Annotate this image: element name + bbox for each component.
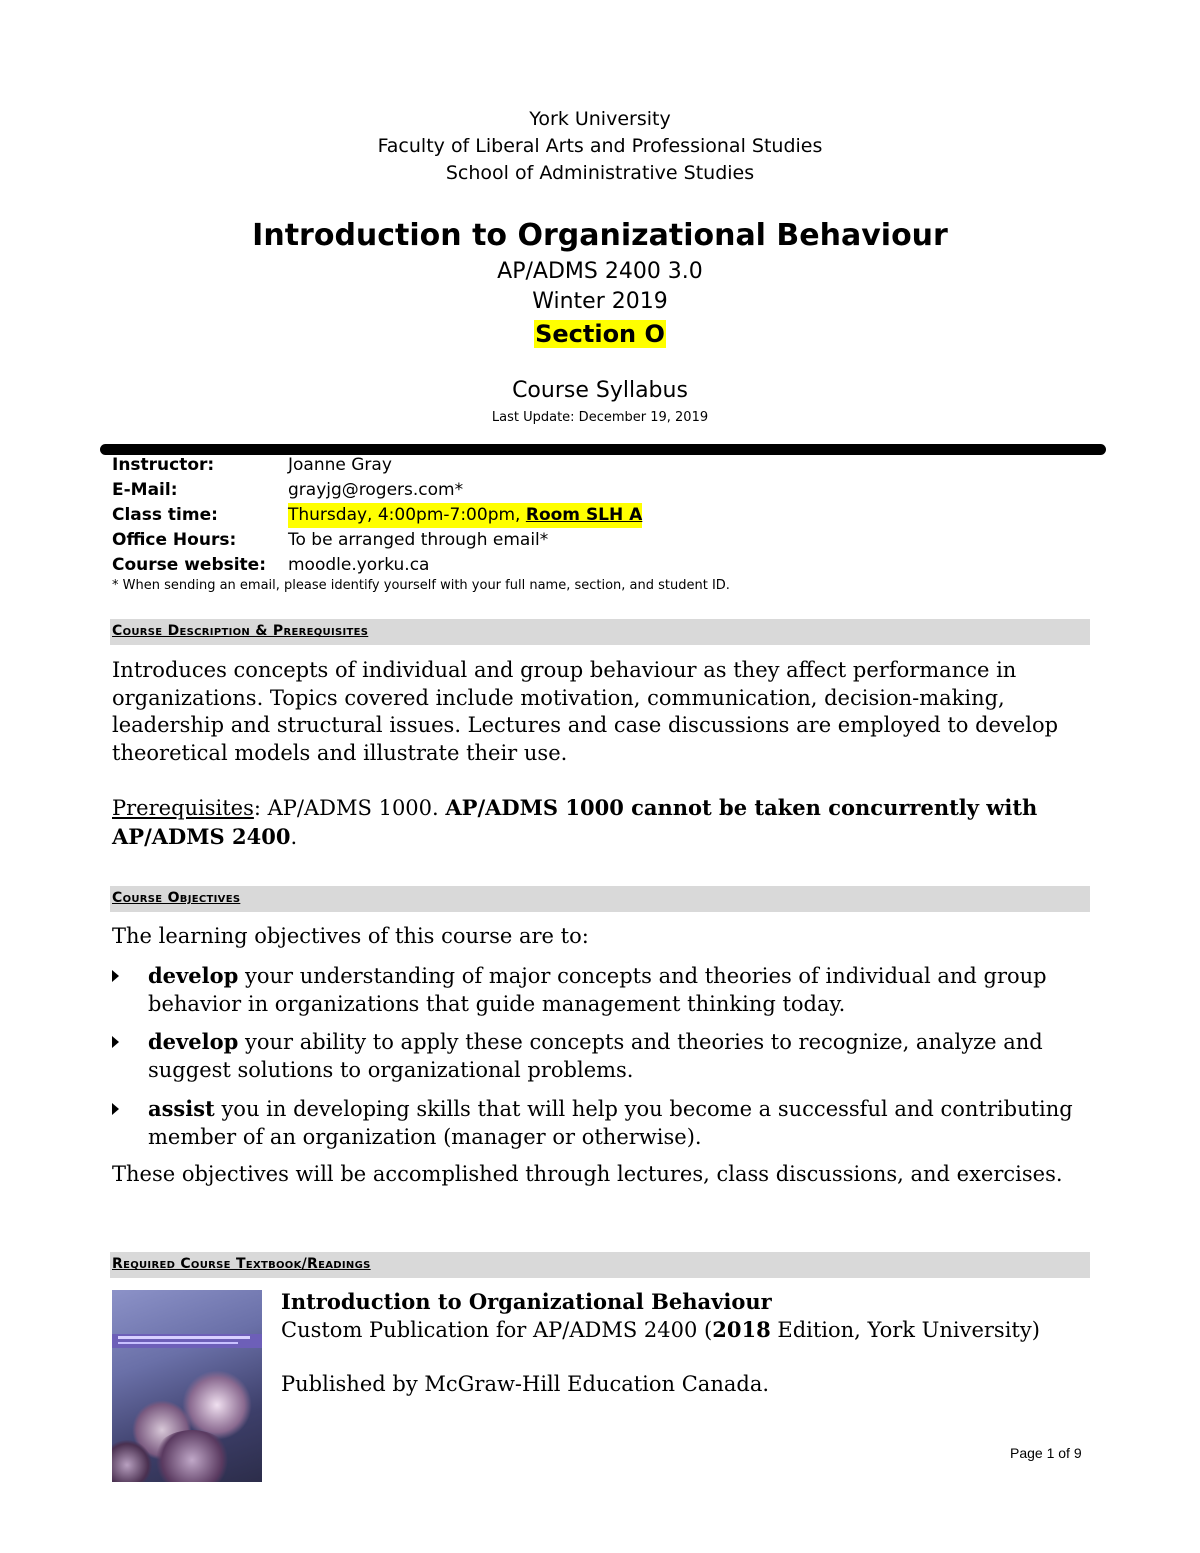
last-update: Last Update: December 19, 2019 [491, 410, 709, 425]
course-code: AP/ADMS 2400 3.0 [497, 259, 703, 284]
university-name: York University [529, 108, 671, 130]
office-hours-row [112, 528, 548, 553]
prerequisites [112, 794, 1102, 851]
description-heading: Course Description & Prerequisites [112, 623, 369, 639]
objective-item [112, 962, 1092, 1018]
objective-text: you in developing skills that will help you become a successful and contributing member of an organization (manager or otherwise). [148, 1097, 1073, 1149]
objective-verb: develop [148, 963, 239, 988]
caret-right-icon [112, 1103, 119, 1115]
objectives-outro: These objectives will be accomplished through lectures, class discussions, and exercises. [112, 1162, 1063, 1186]
edition-year: 2018 [712, 1317, 771, 1342]
objective-item [112, 1028, 1092, 1084]
faculty-name: Faculty of Liberal Arts and Professional Studies [377, 135, 823, 157]
textbook-cover-image [112, 1290, 262, 1482]
email-value[interactable]: grayjg@rogers.com* [288, 480, 464, 500]
objective-text: your understanding of major concepts and theories of individual and group behavior in organizations that guide management thinking today. [148, 964, 1047, 1016]
instructor-label: Instructor: [112, 455, 215, 475]
page-number: Page 1 of 9 [1010, 1445, 1082, 1461]
website-value[interactable]: moodle.yorku.ca [288, 555, 430, 575]
doc-type: Course Syllabus [512, 378, 688, 403]
textbook-publisher: Published by McGraw-Hill Education Canada. [281, 1372, 770, 1396]
textbook-edition [281, 1316, 1081, 1345]
class-time-label: Class time: [112, 505, 218, 525]
objectives-section-bar [110, 886, 1090, 912]
prereq-label: Prerequisites [112, 796, 254, 820]
class-time-text: Thursday, 4:00pm-7:00pm, [288, 505, 526, 525]
objectives-heading: Course Objectives [112, 890, 241, 906]
instructor-value: Joanne Gray [288, 455, 392, 475]
website-row [112, 553, 429, 578]
objective-verb: develop [148, 1029, 239, 1054]
objectives-intro: The learning objectives of this course are to: [112, 924, 589, 948]
description-section-bar [110, 619, 1090, 645]
email-note: * When sending an email, please identify yourself with your full name, section, and student ID. [112, 578, 730, 593]
website-label: Course website: [112, 555, 267, 575]
section-wrapper [0, 320, 1200, 348]
edition-text-a: Custom Publication for AP/ADMS 2400 ( [281, 1318, 713, 1342]
office-hours-value: To be arranged through email* [288, 530, 549, 550]
room-value: Room SLH A [525, 505, 643, 525]
school-name: School of Administrative Studies [445, 162, 755, 184]
caret-right-icon [112, 1036, 119, 1048]
course-term: Winter 2019 [532, 289, 668, 314]
prereq-bold: AP/ADMS 1000 cannot be taken concurrently with AP/ADMS 2400 [112, 795, 1038, 849]
objective-item [112, 1095, 1092, 1151]
instructor-row [112, 453, 392, 478]
course-title: Introduction to Organizational Behaviour [252, 218, 948, 253]
prereq-end: . [290, 824, 298, 849]
section-label: Section O [535, 320, 665, 348]
textbook-section-bar [110, 1252, 1090, 1278]
email-label: E-Mail: [112, 480, 178, 500]
description-body: Introduces concepts of individual and group behaviour as they affect performance in organizations. Topics covered include motivation, communication, decision-making, leadership and structural issues. Lectures and case discussions are employed to develop theoretical models and illustrate their use. [112, 658, 1059, 765]
email-row [112, 478, 463, 503]
textbook-heading: Required Course Textbook/Readings [112, 1256, 371, 1272]
objective-text: your ability to apply these concepts and theories to recognize, analyze and suggest solutions to organizational problems. [148, 1030, 1043, 1082]
edition-text-b: Edition, York University) [770, 1318, 1040, 1342]
prereq-colon: : AP/ADMS 1000. [253, 796, 446, 820]
textbook-title: Introduction to Organizational Behaviour [281, 1289, 772, 1314]
office-hours-label: Office Hours: [112, 530, 237, 550]
class-time-row [112, 503, 642, 528]
objective-verb: assist [148, 1096, 215, 1121]
caret-right-icon [112, 970, 119, 982]
class-time-value [288, 503, 642, 528]
